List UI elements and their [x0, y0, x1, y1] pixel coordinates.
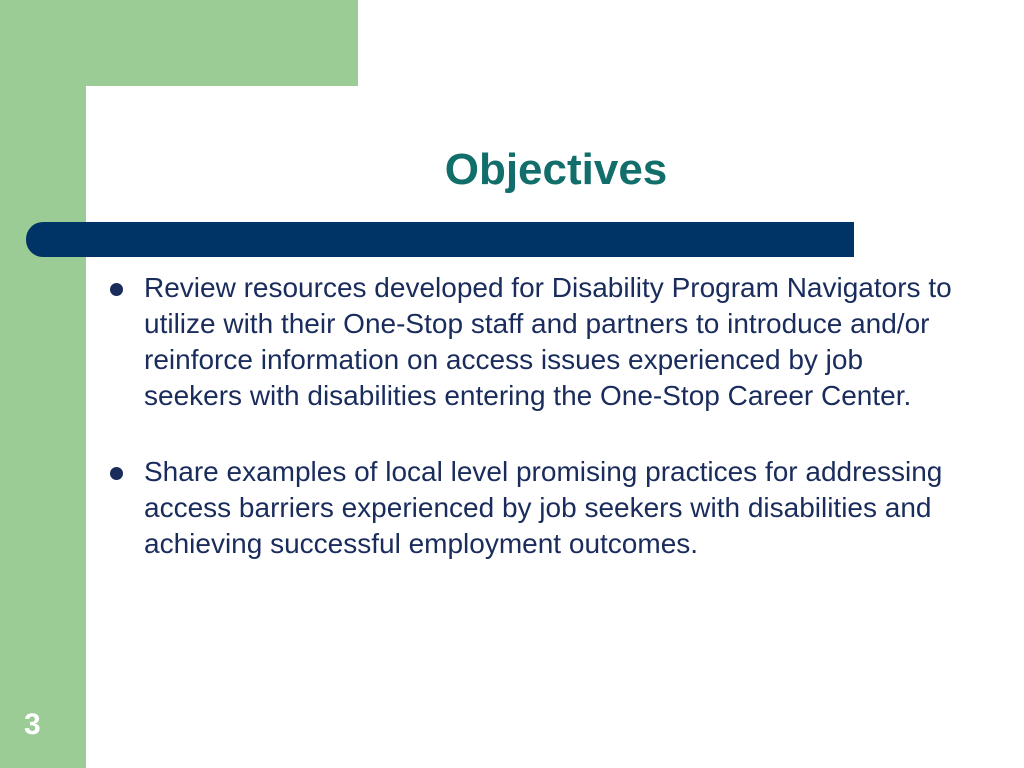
bullet-text: Review resources developed for Disability Program Navigators to utilize with their One-Stop staff and partners to introduce and/or reinforce information on access issues experienced by job seekers with disabilities entering the One-Stop Career Center.: [144, 272, 952, 411]
bullet-item: [106, 270, 956, 414]
slide-title: Objectives: [444, 145, 668, 194]
bullet-dot-icon: [110, 283, 123, 296]
slide-number: 3: [24, 708, 41, 741]
title-divider-bar: [26, 222, 854, 257]
content-panel-corner: [86, 86, 146, 146]
bullet-item: [106, 454, 956, 562]
bullet-dot-icon: [110, 467, 123, 480]
green-side-band: [0, 0, 86, 768]
bullet-text: Share examples of local level promising practices for addressing access barriers experienced by job seekers with disabilities and achieving successful employment outcomes.: [144, 456, 943, 559]
bullet-list: [106, 270, 956, 602]
green-top-band: [0, 0, 358, 86]
